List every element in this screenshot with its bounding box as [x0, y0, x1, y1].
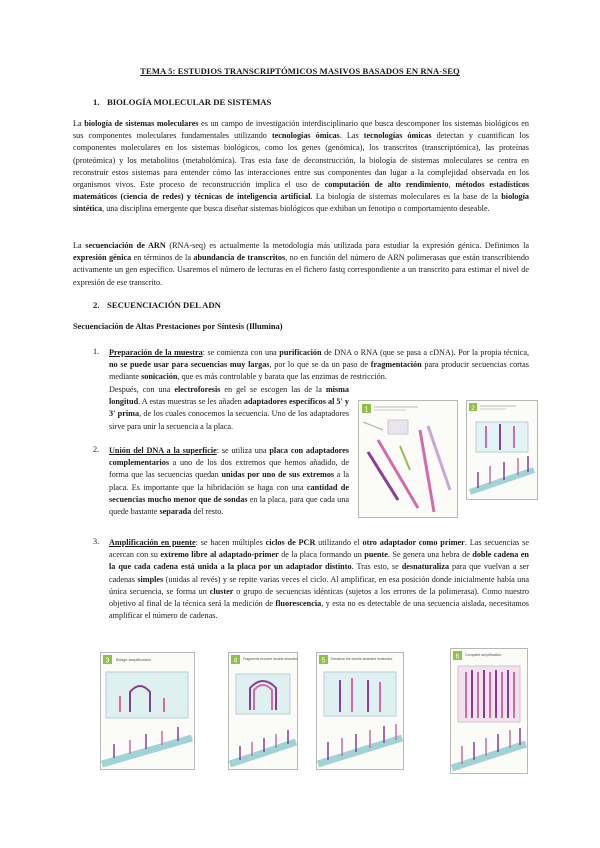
text-run: Después, con una [109, 385, 175, 394]
text-run: o grupo de secuencias idénticas (sujetos a los errores de la polimerasa). Como nuestro objetivo al final de la técnica será la medición de [109, 586, 529, 609]
text-run: del resto. [191, 507, 224, 517]
bold-text-run: extremo libre al adaptado-primer [160, 550, 279, 560]
text-run: , por lo que se da un paso de [269, 360, 371, 370]
text-run: (unidas al revés) y se repite varias veces el ciclo. Al amplificar, en esa posición donde inicialmente había una única secuencia, se forma un [109, 574, 529, 596]
bold-text-run: purificación [279, 348, 322, 357]
bold-text-run: placa con adaptadores complementarios [109, 446, 349, 468]
figure-complete-amplification [450, 648, 528, 774]
section-number: 2. [93, 300, 100, 310]
text-run: es un campo de investigación interdisciplinario que busca descomponer los sistemas biológicos en sus componentes moleculares fundamentales utilizando [73, 119, 530, 141]
list-item-sample-prep [109, 347, 529, 384]
bold-text-run: expresión génica [73, 253, 132, 263]
section-heading-1 [93, 97, 271, 107]
text-run: a la placa. Es importante que la hibridación se haga con una [109, 470, 349, 492]
document-title: TEMA 5: ESTUDIOS TRANSCRIPTÓMICOS MASIVOS BASADOS EN RNA-SEQ [140, 66, 460, 76]
bold-text-run: desnaturaliza [401, 562, 450, 572]
bold-text-run: biología sintética [73, 192, 529, 214]
text-run: . A estas muestras se les añaden [138, 397, 244, 407]
text-run: para que vuelvan a ser cadenas [109, 562, 529, 584]
text-run: La [73, 241, 86, 250]
list-item-sample-prep-cont [109, 384, 349, 433]
subsection-heading: Secuenciación de Altas Prestaciones por Síntesis (Illumina) [73, 322, 283, 331]
bold-text-run: Amplificación en puente [109, 538, 196, 547]
figure-step-number: 4 [233, 657, 238, 665]
figure-step-number: 5 [321, 657, 326, 665]
figure-double-stranded [228, 652, 298, 770]
bold-text-run: no se puede usar para secuencias muy largas [109, 360, 270, 370]
text-run: . Las [339, 131, 364, 141]
bold-text-run: cantidad de secuencias mucho menor que de sondas [109, 482, 349, 504]
section-heading-2 [93, 300, 221, 310]
bold-text-run: tecnologías ómicas [363, 131, 432, 141]
bold-text-run: otro adaptador como primer [362, 538, 465, 547]
text-run: : se utiliza una [216, 446, 270, 455]
text-run: de la placa formando un [278, 550, 365, 560]
bold-text-run: ciclos de PCR [265, 538, 316, 547]
bold-text-run: fragmentación [370, 360, 422, 370]
section-number: 1. [93, 97, 100, 107]
text-run: . Tras esto, se [351, 562, 402, 572]
figure-step-number: 3 [105, 657, 110, 665]
text-run: . Se genera una hebra de [387, 550, 473, 560]
text-run: . Las secuencias se acercan con su [109, 538, 529, 560]
figure-caption: Fragments become double stranded [243, 657, 298, 661]
text-run: en gel se escogen las de la [220, 385, 326, 394]
text-run: : se comienza con una [202, 348, 280, 357]
bold-text-run: puente [364, 550, 388, 560]
text-run: La [73, 119, 85, 128]
figure-caption: Complete amplification [465, 653, 502, 657]
text-run: de DNA o RNA (que se pasa a cDNA). Por la propia técnica, [321, 348, 530, 357]
figure-flow-cell-binding [466, 400, 538, 500]
text-run: , que es más controlable y barata que las enzimas de restricción. [177, 372, 387, 382]
bold-text-run: biología de sistemas moleculares [84, 119, 199, 128]
figure-step-number: 2 [471, 405, 475, 412]
section-title: SECUENCIACIÓN DEL ADN [107, 300, 221, 310]
bold-text-run: secuenciación de ARN [85, 241, 166, 250]
bold-text-run: tecnologías ómicas [271, 131, 340, 141]
text-run: a uno de los dos extremos que hemos añadido, de forma que las secuencias quedan [109, 458, 349, 480]
list-number: 2. [93, 445, 100, 454]
bold-text-run: simples [137, 574, 164, 584]
bold-text-run: unidas por uno de sus extremos [221, 470, 335, 480]
text-run: (RNA-seq) es actualmente la metodología más utilizada para estudiar la expresión génica. Definimos la [165, 241, 529, 250]
bold-text-run: separada [159, 507, 192, 517]
list-item-bridge-amplification [109, 537, 529, 622]
text-run: para producir secuencias cortas mediante [109, 360, 529, 382]
text-run: detectan y cuantifican los componentes moleculares en los sistemas biológicos, como los genes (genómica), los transcritos (transcriptómica), las proteínas (proteómica) y los metabolitos (metabolómica). Tras esta fase de deconstrucción, la biología de sistemas moleculares se centra en reconstruir estos sistemas para entender cómo las interacciones entre sus componentes dan lugar a la complejidad observada en los organismos vivos. Este proceso de reconstrucción implica el uso de [73, 131, 529, 190]
bold-text-run: doble cadena en la que cada cadena está unida a la placa por un adaptador distinto [109, 550, 529, 572]
bold-text-run: electroforesis [174, 385, 221, 394]
bold-text-run: Preparación de la muestra [109, 348, 203, 357]
text-run: . La biología de sistemas moleculares es la base de la [310, 192, 502, 202]
bold-text-run: sonicación [141, 372, 178, 382]
bold-text-run: computación de alto rendimiento [324, 180, 449, 190]
bold-text-run: Unión del DNA a la superficie [109, 446, 217, 455]
paragraph-systems-biology [73, 118, 529, 216]
text-run: , de los cuales conocemos la secuencia. Uno de los adaptadores sirve para unir la secuencia a la placa. [109, 409, 350, 431]
text-run: en términos de la [131, 253, 194, 263]
text-run: en la placa, para que cada una quede bastante [109, 494, 349, 517]
bold-text-run: adaptadores específicos al 5' y 3' prima [109, 397, 349, 419]
bold-text-run: fluorescencia [275, 599, 322, 609]
figure-caption: Bridge amplification [116, 657, 151, 662]
figure-caption: Denature the double-stranded molecules [331, 657, 393, 661]
text-run: , una disciplina emergente que busca diseñar sistemas biológicos que exhiban un fenotipo o comportamiento deseable. [102, 204, 490, 214]
text-run: , no en función del número de ARN polimerasas que están transcribiendo activamente un gen específico. Usaremos el número de lecturas en el fichero fastq correspondiente a un transcrito para estimar el nivel de expresión de ese transcrito. [73, 253, 530, 287]
bold-text-run: abundancia de transcritos [193, 253, 286, 263]
figure-denature [316, 652, 404, 770]
list-number: 1. [93, 347, 100, 356]
figure-dna-preparation [358, 400, 458, 518]
text-run: , y esta no es detectable de una secuencia aislada, necesitamos amplificar el número de cadenas. [109, 599, 529, 621]
list-item-dna-binding [109, 445, 349, 518]
section-title: BIOLOGÍA MOLECULAR DE SISTEMAS [107, 97, 272, 107]
text-run: utilizando el [315, 538, 363, 547]
bold-text-run: misma longitud [109, 385, 350, 407]
paragraph-rna-seq [73, 240, 529, 289]
figure-step-number: 6 [455, 653, 460, 661]
text-run: , [448, 180, 456, 190]
bold-text-run: métodos estadísticos matemáticos (ciencia de redes) y técnicas de inteligencia artificial [73, 180, 530, 202]
figure-step-number: 1 [364, 406, 369, 414]
figure-bridge-amplification [100, 652, 195, 770]
text-run: : se hacen múltiples [195, 538, 266, 547]
bold-text-run: cluster [209, 586, 234, 596]
list-number: 3. [93, 537, 100, 546]
